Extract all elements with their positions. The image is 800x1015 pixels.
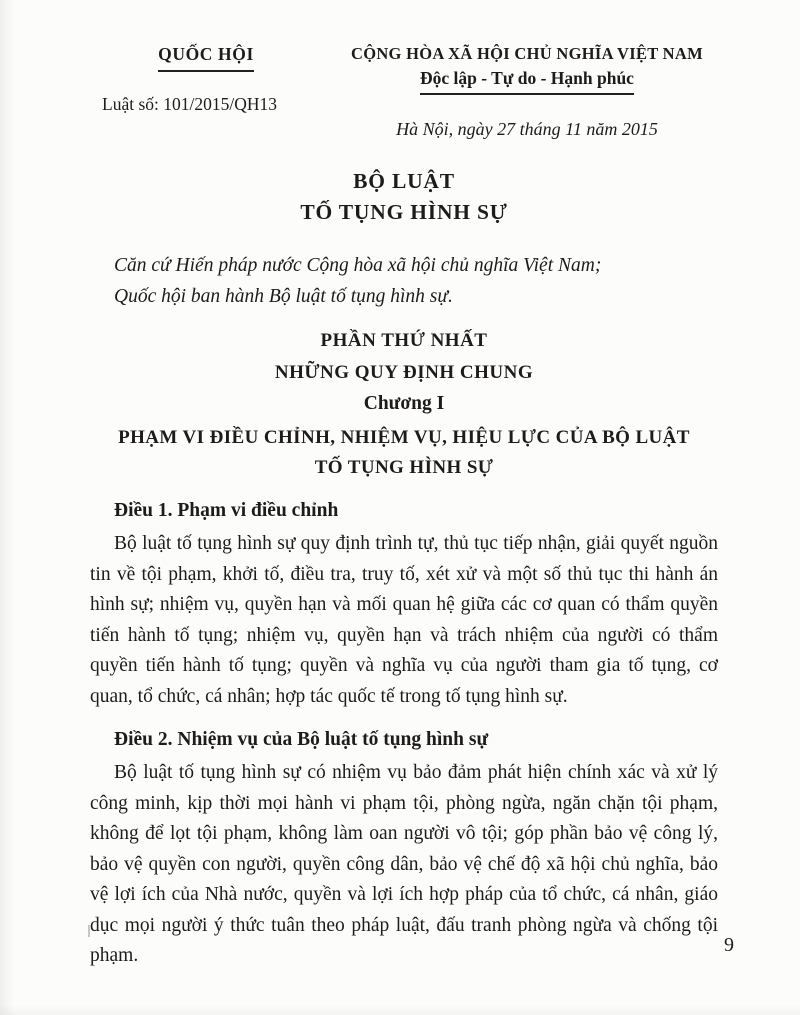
law-number: Luật số: 101/2015/QH13: [102, 94, 277, 114]
article-2-body: Bộ luật tố tụng hình sự có nhiệm vụ bảo đảm phát hiện chính xác và xử lý công minh, kịp thời mọi hành vi phạm tội, phòng ngừa, ngăn chặn tội phạm, không để lọt tội phạm, không làm oan người vô tội; góp phần bảo vệ công lý, bảo vệ quyền con người, quyền công dân, bảo vệ chế độ xã hội chủ nghĩa, bảo vệ lợi ích của Nhà nước, quyền và lợi ích hợp pháp của tổ chức, cá nhân, giáo dục mọi người ý thức tuân theo pháp luật, đấu tranh phòng ngừa và chống tội phạm.: [90, 762, 718, 966]
document-title-line1: BỘ LUẬT: [353, 169, 455, 193]
chapter-label: Chương I: [363, 393, 445, 414]
header-right-column: [322, 44, 718, 140]
document-title: [90, 166, 718, 228]
article-2: [90, 729, 718, 972]
national-header: [90, 44, 718, 140]
header-left-column: [90, 44, 322, 115]
preamble: [90, 250, 718, 312]
republic-motto-line2: Độc lập - Tự do - Hạnh phúc: [420, 68, 634, 95]
page-number: 9: [724, 934, 734, 956]
preamble-line: Căn cứ Hiến pháp nước Cộng hòa xã hội chủ nghĩa Việt Nam;: [114, 255, 602, 276]
article-1-body: Bộ luật tố tụng hình sự quy định trình tự, thủ tục tiếp nhận, giải quyết nguồn tin về tội phạm, khởi tố, điều tra, truy tố, xét xử và một số thủ tục thi hành án hình sự; nhiệm vụ, quyền hạn và mối quan hệ giữa các cơ quan có thẩm quyền tiến hành tố tụng; nhiệm vụ, quyền hạn và trách nhiệm của người có thẩm quyền tiến hành tố tụng; quyền và nghĩa vụ của người tham gia tố tụng, cơ quan, tổ chức, cá nhân; hợp tác quốc tế trong tố tụng hình sự.: [90, 533, 718, 707]
part-label: PHẦN THỨ NHẤT: [320, 330, 488, 351]
issuer-name: QUỐC HỘI: [158, 44, 254, 72]
chapter-title: PHẠM VI ĐIỀU CHỈNH, NHIỆM VỤ, HIỆU LỰC CỦA BỘ LUẬT TỐ TỤNG HÌNH SỰ: [118, 427, 690, 478]
scan-artifact: [88, 925, 90, 937]
part-title: NHỮNG QUY ĐỊNH CHUNG: [274, 362, 534, 383]
article-2-heading: Điều 2. Nhiệm vụ của Bộ luật tố tụng hình sự: [114, 729, 489, 750]
place-dateline: Hà Nội, ngày 27 tháng 11 năm 2015: [396, 119, 658, 139]
article-1: [90, 500, 718, 712]
article-1-heading: Điều 1. Phạm vi điều chỉnh: [114, 500, 339, 521]
republic-motto-line1: CỘNG HÒA XÃ HỘI CHỦ NGHĨA VIỆT NAM: [350, 44, 703, 63]
page-content: [90, 44, 718, 972]
preamble-line: Quốc hội ban hành Bộ luật tố tụng hình sự.: [114, 286, 453, 307]
document-title-line2: TỐ TỤNG HÌNH SỰ: [300, 200, 508, 224]
